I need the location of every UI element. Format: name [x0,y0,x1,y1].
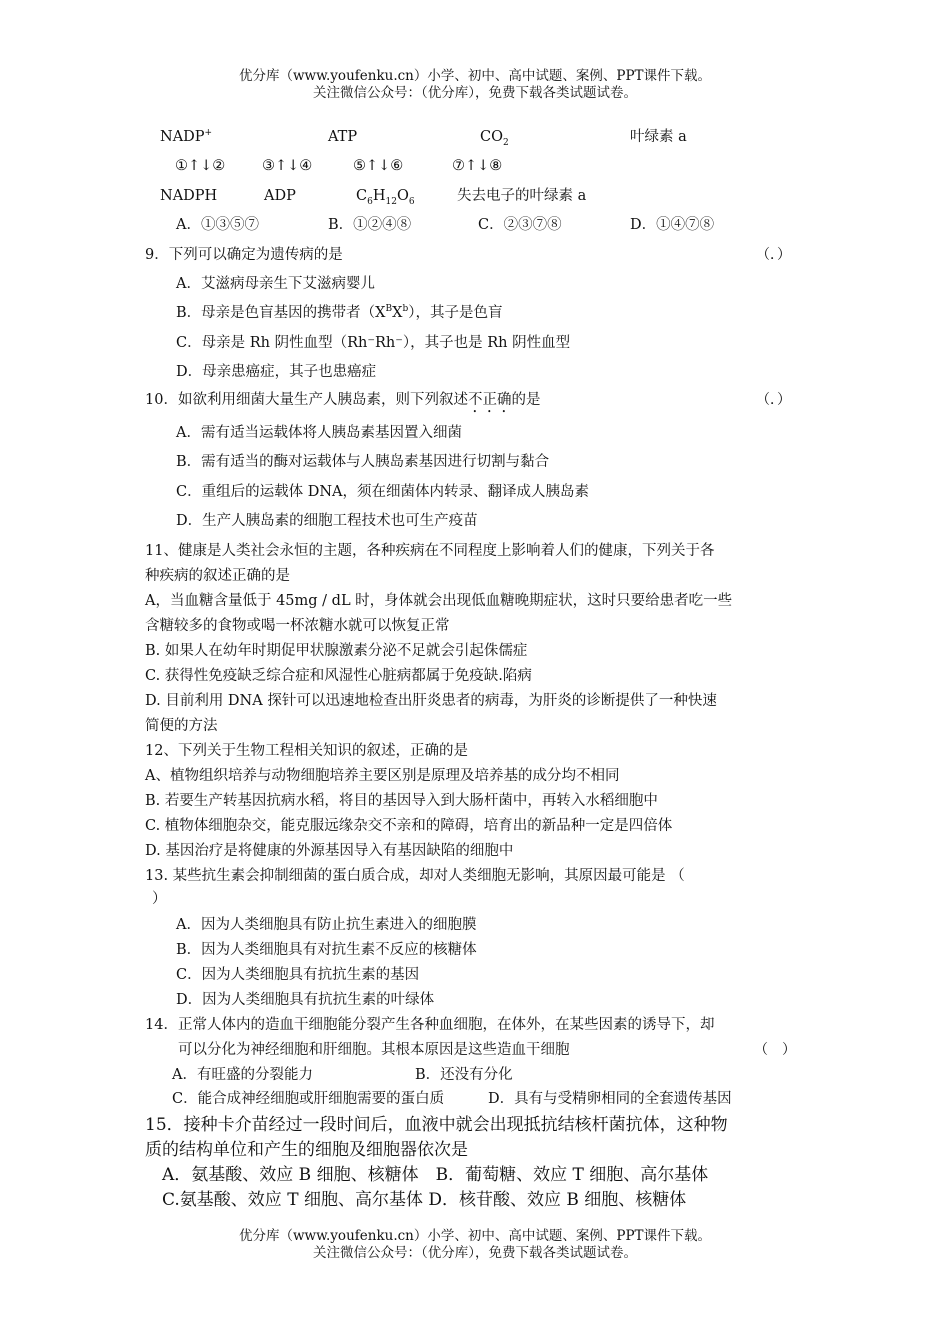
page-footer [0,1228,950,1262]
q8-arrows-3: ⑤↑↓⑥ [353,158,404,174]
q13-option-c: C．因为人类细胞具有抗抗生素的基因 [176,967,420,983]
header-line-2: 关注微信公众号：（优分库），免费下载各类试题试卷。 [313,85,637,101]
q12-option-c: C. 植物体细胞杂交，能克服远缘杂交不亲和的障碍，培育出的新品种一定是四倍体 [145,818,673,834]
q14-option-d: D．具有与受精卵相同的全套遗传基因 [488,1091,732,1107]
q13-paren-close: ） [152,891,167,907]
q14-option-a: A．有旺盛的分裂能力 [172,1067,313,1083]
q10-emphasis: 不正确 [467,392,512,408]
q8-arrows-2: ③↑↓④ [262,158,313,174]
q9-option-c: C．母亲是 Rh 阴性血型（Rh⁻Rh⁻），其子也是 Rh 阴性血型 [176,335,571,351]
q8-co2: $CO_2$ [480,129,509,148]
q11-stem-line-2: 种疾病的叙述正确的是 [145,568,290,584]
q11-option-a-line-2: 含糖较多的食物或喝一杯浓糖水就可以恢复正常 [145,618,450,634]
q11-option-d-line-2: 简便的方法 [145,718,218,734]
q12-option-b: B. 若要生产转基因抗病水稻，将目的基因导入到大肠杆菌中，再转入水稻细胞中 [145,793,658,809]
q12-option-d: D. 基因治疗是将健康的外源基因导入有基因缺陷的细胞中 [145,843,514,859]
q15-stem-line-2: 质的结构单位和产生的细胞及细胞器依次是 [145,1140,468,1160]
q11-option-d-line-1: D. 目前利用 DNA 探针可以迅速地检查出肝炎患者的病毒，为肝炎的诊断提供了一种快速 [145,693,717,709]
q15-stem-line-1: 15．接种卡介苗经过一段时间后，血液中就会出现抵抗结核杆菌抗体，这种物 [145,1115,728,1135]
q8-adp: ADP [264,188,296,204]
q11-option-a-line-1: A，当血糖含量低于 45mg / dL 时，身体就会出现低血糖晚期症状，这时只要给患者吃一些 [145,593,733,609]
q15-options-a-b: A．氨基酸、效应 B 细胞、核糖体 B．葡萄糖、效应 T 细胞、高尔基体 [162,1165,709,1185]
q14-stem-line-1: 14．正常人体内的造血干细胞能分裂产生各种血细胞，在体外，在某些因素的诱导下，却 [145,1017,715,1033]
q8-glucose: $C_6H_{12}O_6$ [356,188,415,207]
q10-answer-paren: （．） [756,392,791,408]
q11-stem-line-1: 11、健康是人类社会永恒的主题，各种疾病在不同程度上影响着人们的健康，下列关于各 [145,543,715,559]
q11-option-b: B. 如果人在幼年时期促甲状腺激素分泌不足就会引起侏儒症 [145,643,528,659]
q13-option-d: D．因为人类细胞具有抗抗生素的叶绿体 [176,992,435,1008]
q8-option-b: B．①②④⑧ [328,217,412,233]
page-header [0,68,950,102]
q13-option-a: A．因为人类细胞具有防止抗生素进入的细胞膜 [176,917,477,933]
q8-nadp: NADP+ [160,128,213,145]
q9-stem: 9．下列可以确定为遗传病的是 [145,247,343,263]
q8-option-d: D．①④⑦⑧ [630,217,715,233]
q11-option-c: C. 获得性免疫缺乏综合症和风湿性心脏病都属于免疫缺.陷病 [145,668,532,684]
q8-arrows-1: ①↑↓② [175,158,226,174]
q9-option-d: D．母亲患癌症，其子也患癌症 [176,364,377,380]
q8-option-c: C．②③⑦⑧ [478,217,562,233]
q9-option-b: B．母亲是色盲基因的携带者$(X^BX^b)$，其子是色盲 [176,304,503,321]
q9-answer-paren: （．） [756,247,791,263]
q8-atp: ATP [328,129,358,145]
q14-option-c: C．能合成神经细胞或肝细胞需要的蛋白质 [172,1091,445,1107]
q15-options-c-d: C.氨基酸、效应 T 细胞、高尔基体 D．核苷酸、效应 B 细胞、核糖体 [162,1190,687,1210]
q10-option-b: B．需有适当的酶对运载体与人胰岛素基因进行切割与黏合 [176,454,550,470]
q10-option-d: D．生产人胰岛素的细胞工程技术也可生产疫苗 [176,513,478,529]
footer-line-2: 关注微信公众号：（优分库），免费下载各类试题试卷。 [313,1245,637,1261]
q8-chlorophyll-a: 叶绿素 a [630,129,687,145]
q10-stem: 10．如欲利用细菌大量生产人胰岛素，则下列叙述不正确的是 [145,392,541,408]
footer-line-1: 优分库（www.youfenku.cn）小学、初中、高中试题、案例、PPT课件下载。 [238,1228,712,1244]
q8-lost-electron-chlorophyll: 失去电子的叶绿素 a [457,188,587,204]
q14-option-b: B．还没有分化 [415,1067,513,1083]
q14-stem-line-2: 可以分化为神经细胞和肝细胞。其根本原因是这些造血干细胞 [178,1042,570,1058]
q12-stem: 12、下列关于生物工程相关知识的叙述，正确的是 [145,743,468,759]
q13-option-b: B．因为人类细胞具有对抗生素不反应的核糖体 [176,942,477,958]
q14-answer-paren: （ ） [754,1042,796,1058]
header-line-1: 优分库（www.youfenku.cn）小学、初中、高中试题、案例、PPT课件下载。 [238,68,712,84]
q10-option-a: A．需有适当运载体将人胰岛素基因置入细菌 [176,425,462,441]
q12-option-a: A、植物组织培养与动物细胞培养主要区别是原理及培养基的成分均不相同 [145,768,620,784]
q13-stem: 13. 某些抗生素会抑制细菌的蛋白质合成，却对人类细胞无影响，其原因最可能是 （ [145,868,685,884]
q8-arrows-4: ⑦↑↓⑧ [452,158,503,174]
q8-option-a: A．①③⑤⑦ [176,217,259,233]
q9-option-a: A．艾滋病母亲生下艾滋病婴儿 [176,276,375,292]
q10-option-c: C．重组后的运载体 DNA，须在细菌体内转录、翻译成人胰岛素 [176,484,589,500]
q8-nadph: NADPH [160,188,218,204]
